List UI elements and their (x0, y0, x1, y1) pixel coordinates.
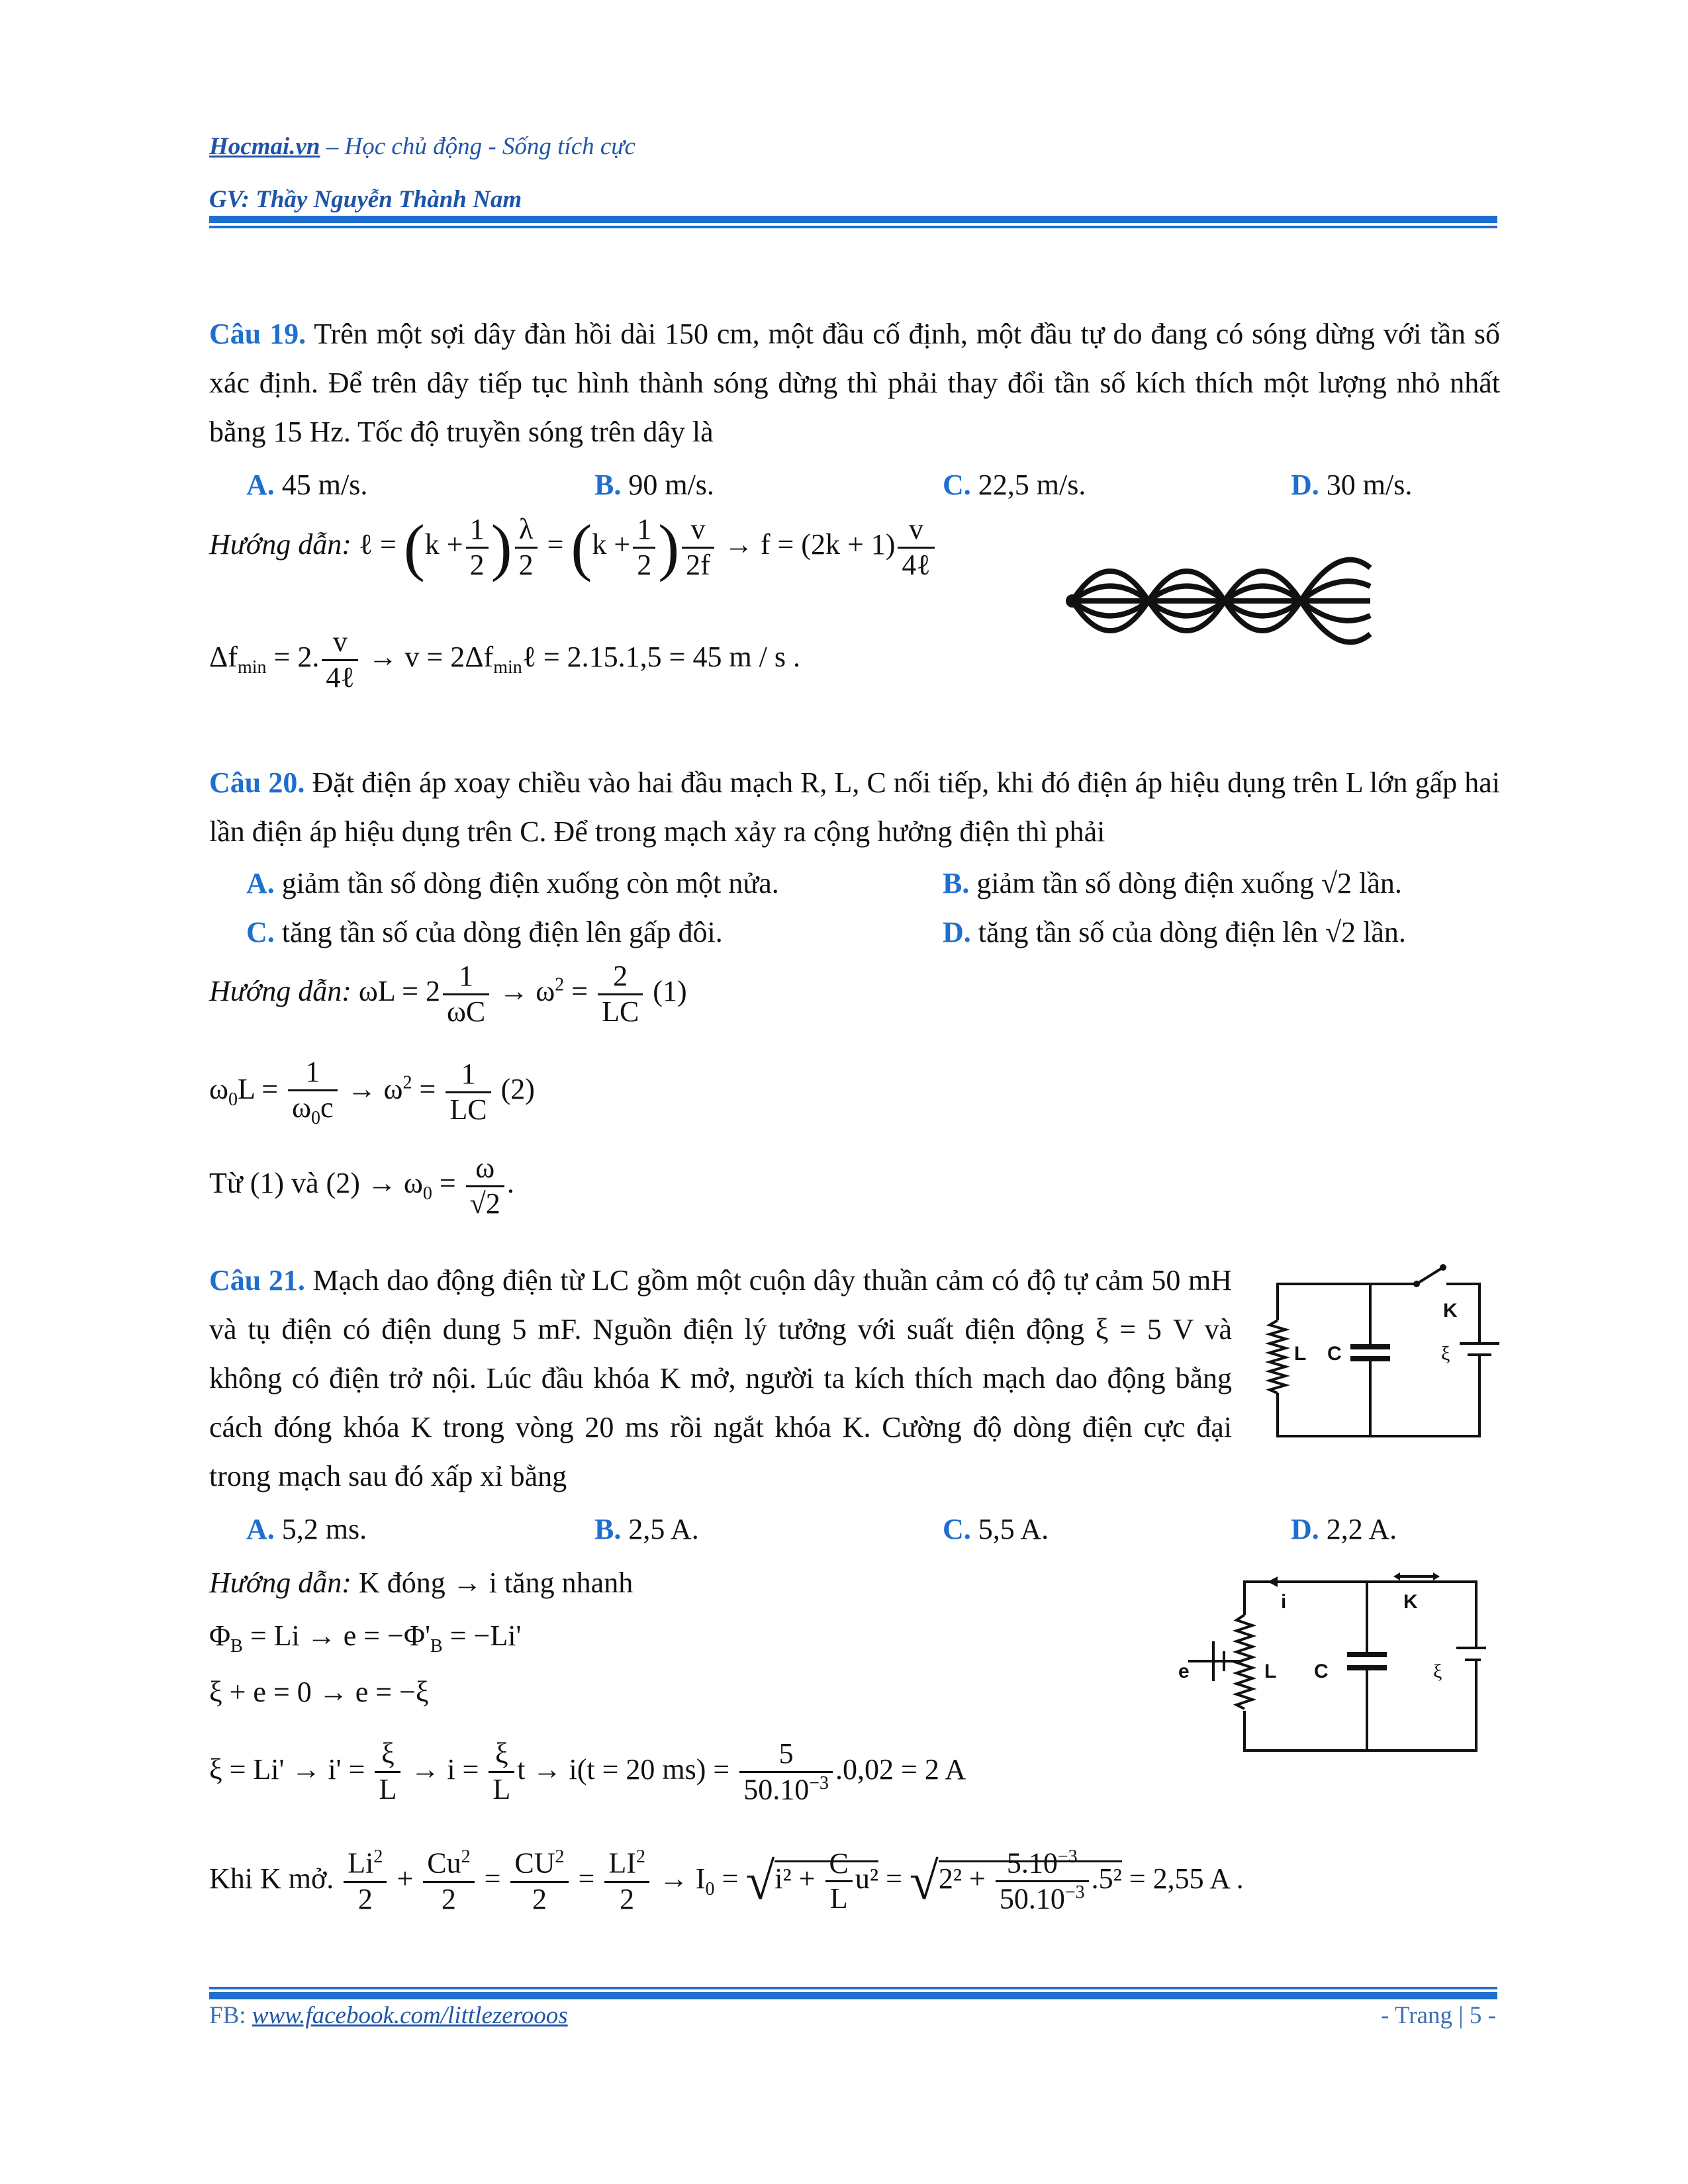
facebook-link[interactable]: www.facebook.com/littlezerooos (252, 2002, 568, 2029)
footer-rule-thin (209, 1987, 1497, 1989)
svg-text:ξ: ξ (1433, 1661, 1442, 1682)
question-20: Câu 20. Đặt điện áp xoay chiều vào hai đầu mạch R, L, C nối tiếp, khi đó điện áp hiệu dụng trên L lớn gấp hai lần điện áp hiệu dụng trên C. Để trong mạch xảy ra cộng hưởng điện thì phải (209, 766, 1501, 848)
option-c[interactable]: C. 5,5 A. (943, 1513, 1049, 1545)
slogan: – Học chủ động - Sống tích cực (320, 133, 635, 160)
site-link[interactable]: Hocmai.vn (209, 133, 320, 160)
svg-text:K: K (1403, 1591, 1418, 1613)
guide-20-eq1: Hướng dẫn: ωL = 2 $\frac{1}{\omega C}$ → $\omega^2$ = $\frac{2}{LC}$ (1) (209, 960, 687, 1028)
option-c[interactable]: C. 22,5 m/s. (943, 469, 1086, 501)
option-a[interactable]: A. giảm tần số dòng điện xuống còn một nửa. (246, 867, 779, 899)
question-label: Câu 19. (209, 318, 306, 350)
svg-text:C: C (1314, 1661, 1329, 1682)
option-d[interactable]: D. 30 m/s. (1291, 469, 1413, 501)
standing-wave-figure (1066, 535, 1377, 667)
guide-21-eq1: $\Phi_B = Li \to e = -\Phi'_B = -Li'$ (209, 1619, 522, 1657)
header-rule-thin (209, 226, 1497, 228)
circuit-diagram-1 (1254, 1254, 1506, 1466)
footer-rule (209, 1992, 1497, 1999)
guide-21-eq4: Khi K mở. $\frac{Li^2}{2}$ + $\frac{Cu^2}{2}$ = $\frac{CU^2}{2}$ = $\frac{LI^2}{2}$ → $I_0 = √i^2$ + $\frac{C}{L}$ u² = √2² + $\frac{5.10^{-3}}{50.10^{-3}}$ .5² = 2,55 A . (209, 1846, 1244, 1915)
option-d[interactable]: D. tăng tần số của dòng điện lên √2 lần. (943, 916, 1406, 948)
teacher-name: GV: Thầy Nguyễn Thành Nam (209, 186, 522, 213)
option-c[interactable]: C. tăng tần số của dòng điện lên gấp đôi. (246, 916, 723, 948)
option-b[interactable]: B. giảm tần số dòng điện xuống √2 lần. (943, 867, 1402, 899)
svg-text:e: e (1178, 1661, 1190, 1682)
option-a[interactable]: A. 5,2 ms. (246, 1513, 367, 1545)
svg-text:ξ: ξ (1441, 1343, 1450, 1365)
guide-19-eq1: Hướng dẫn: ℓ = (k + $\frac{1}{2}$ ) $\frac{\lambda}{2}$ = (k + $\frac{1}{2}$ ) $\frac{v}{2f}$ → f = (2k + 1) $\frac{v}{\text{4ℓ}}$ (209, 513, 937, 582)
question-19 (209, 310, 1500, 457)
svg-text:L: L (1264, 1661, 1277, 1682)
svg-text:C: C (1327, 1343, 1342, 1365)
guide-21-eq3: ξ = Li' → i' = $\frac{\xi}{L}$ → i = $\frac{\xi}{L}$ t → i(t = 20 ms) = $\frac{5}{50.10^{-3}}$ .0,02 = 2 A (209, 1737, 966, 1806)
option-b[interactable]: B. 2,5 A. (594, 1513, 699, 1545)
guide-21-eq2: ξ + e = 0 → e = −ξ (209, 1676, 429, 1708)
guide-21-text: Hướng dẫn: K đóng → i tăng nhanh (209, 1567, 633, 1599)
page-number: - Trang | 5 - (1381, 2002, 1496, 2029)
question-text: Trên một sợi dây đàn hồi dài 150 cm, một đầu cố định, một đầu tự do đang có sóng dừng với tần số xác định. Để trên dây tiếp tục hình thành sóng dừng thì phải thay đổi tần số kích thích một lượng nhỏ nhất bằng 15 Hz. Tốc độ truyền sóng trên dây là (209, 318, 1500, 448)
svg-text:L: L (1294, 1343, 1307, 1365)
circuit-diagram-2 (1155, 1562, 1486, 1774)
header-rule (209, 216, 1497, 223)
option-b[interactable]: B. 90 m/s. (594, 469, 714, 501)
guide-20-eq2: $\omega_0L$ = $\frac{1}{\omega_0c}$ → $\omega^2$ = $\frac{1}{LC}$ (2) (209, 1056, 535, 1128)
footer-fb: FB: www.facebook.com/littlezerooos (209, 2002, 568, 2029)
guide-20-eq3: Từ (1) và $(2) \to \omega_0$ = $\frac{\omega}{√2}$ . (209, 1152, 514, 1220)
option-d[interactable]: D. 2,2 A. (1291, 1513, 1397, 1545)
option-a[interactable]: A. 45 m/s. (246, 469, 368, 501)
svg-text:K: K (1443, 1300, 1458, 1322)
svg-text:i: i (1281, 1591, 1287, 1613)
header-line (209, 132, 635, 161)
guide-19-eq2: $\Delta f_{min} = 2$. $\frac{v}{\text{4ℓ}}$ → $v = 2\Delta f_{min}\ell = 2.15.1,5 = 45$ m / s . (209, 625, 801, 694)
question-21: Câu 21. Mạch dao động điện từ LC gồm một cuộn dây thuần cảm có độ tự cảm 50 mH và tụ điện có điện dung 5 mF. Nguồn điện lý tưởng với suất điện động ξ = 5 V và không có điện trở nội. Lúc đầu khóa K mở, người ta kích thích mạch dao động bằng cách đóng khóa K trong vòng 20 ms rồi ngắt khóa K. Cường độ dòng điện cực đại trong mạch sau đó xấp xỉ bằng (209, 1264, 1232, 1492)
